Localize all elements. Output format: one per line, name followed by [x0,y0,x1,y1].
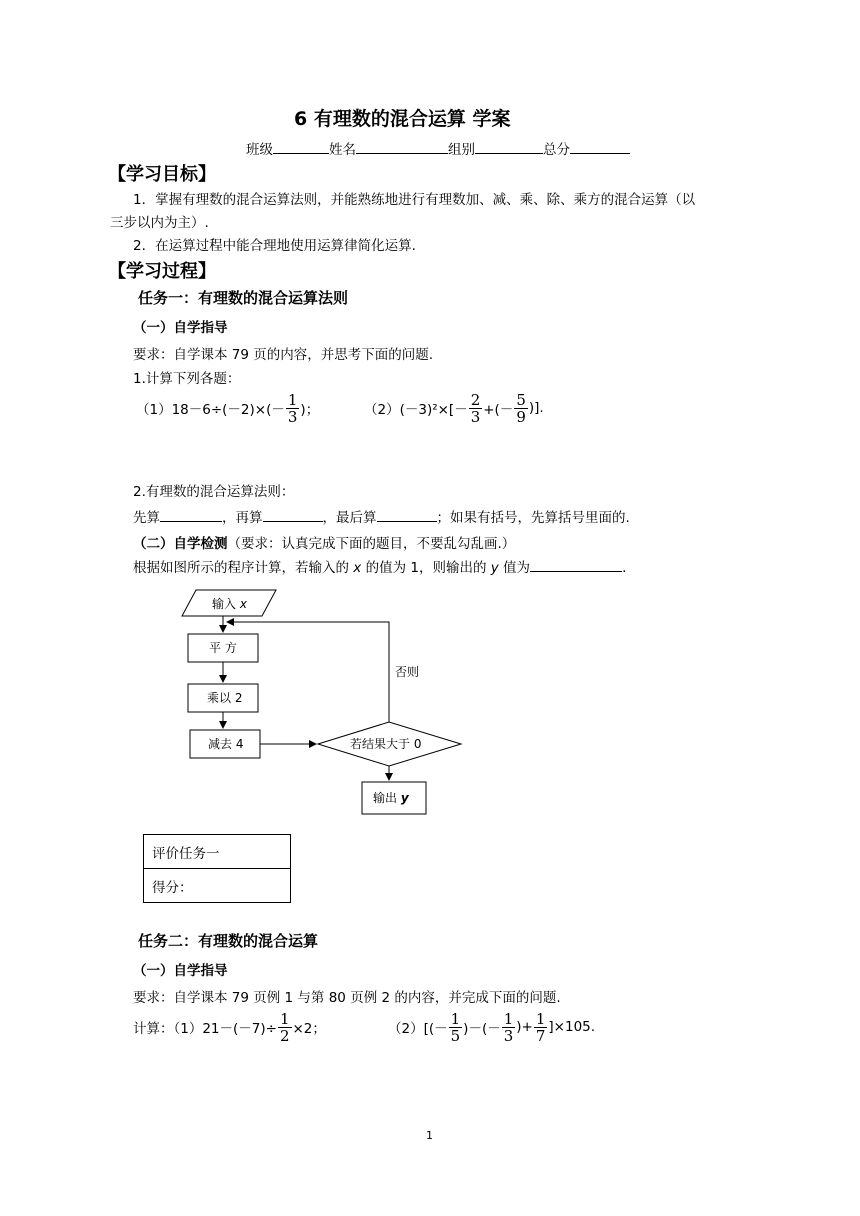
goal-1: 1．掌握有理数的混合运算法则，并能熟练地进行有理数加、减、乘、除、乘方的混合运算（以 [133,192,696,208]
page-number: 1 [426,1129,433,1142]
fraction: $\frac{2}{3}$ [470,390,481,426]
task2-sub-guide: （一）自学指导 [133,963,228,979]
task1-question-1: 1.计算下列各题： [133,371,241,387]
score-label: 总分 [543,142,570,158]
rule-line: 先算 ，再算 ，最后算 ；如果有括号，先算括号里面的. [133,506,630,526]
section-heading-goals: 【学习目标】 [108,164,216,185]
name-label: 姓名 [329,142,356,158]
input-label: 输入 x [212,597,247,611]
class-label: 班级 [246,142,273,158]
task2-calc-1: 计算：（1）21－(－7)÷ $\frac{1}{2}$ ×2； [133,1009,326,1045]
fraction: $\frac{1}{5}$ [450,1009,461,1045]
goal-1-cont: 三步以内为主）. [110,215,209,231]
eval-score[interactable]: 得分： [144,869,291,903]
eval-title: 评价任务一 [144,835,291,869]
fraction: $\frac{1}{3}$ [503,1009,514,1045]
task2-title: 任务二：有理数的混合运算 [138,932,319,950]
task1-calc-2: （2）(－3)²×[－ $\frac{2}{3}$ +(－ $\frac{5}{9}$ )]. [364,390,544,426]
evaluation-table [143,834,291,903]
fraction: $\frac{1}{3}$ [287,390,298,426]
check-question: 根据如图所示的程序计算，若输入的 x 的值为 1，则输出的 y 值为 . [133,556,626,576]
task1-title: 任务一：有理数的混合运算法则 [138,289,349,307]
task1-requirement: 要求：自学课本 79 页的内容，并思考下面的问题. [133,347,434,363]
group-label: 组别 [448,142,475,158]
square-label: 平 方 [209,641,237,655]
fraction: $\frac{1}{2}$ [279,1009,290,1045]
task2-requirement: 要求：自学课本 79 页例 1 与第 80 页例 2 的内容，并完成下面的问题. [133,990,561,1006]
task1-sub-guide: （一）自学指导 [133,320,228,336]
task1-sub-check: （二）自学检测（要求：认真完成下面的题目，不要乱勾乱画.） [133,536,516,552]
fraction: $\frac{5}{9}$ [516,390,526,426]
fraction: $\frac{1}{7}$ [535,1009,546,1045]
task1-question-2: 2.有理数的混合运算法则： [133,484,295,500]
task2-calc-2: （2）[(－ $\frac{1}{5}$ )－(－ $\frac{1}{3}$ )+ $\frac{1}{7}$ ]×105. [388,1009,596,1045]
multiply-label: 乘以 2 [207,691,243,705]
output-label: 输出 y [373,791,409,805]
goal-2: 2．在运算过程中能合理地使用运算律简化运算. [133,238,416,254]
section-heading-process: 【学习过程】 [108,261,216,282]
page-title: 6 有理数的混合运算 学案 [294,108,511,130]
task1-calc-1: （1）18－6÷(－2)×(－ $\frac{1}{3}$ )； [136,390,320,426]
condition-label: 若结果大于 0 [350,737,422,751]
subtract-label: 减去 4 [208,737,244,751]
else-label: 否则 [395,665,420,679]
